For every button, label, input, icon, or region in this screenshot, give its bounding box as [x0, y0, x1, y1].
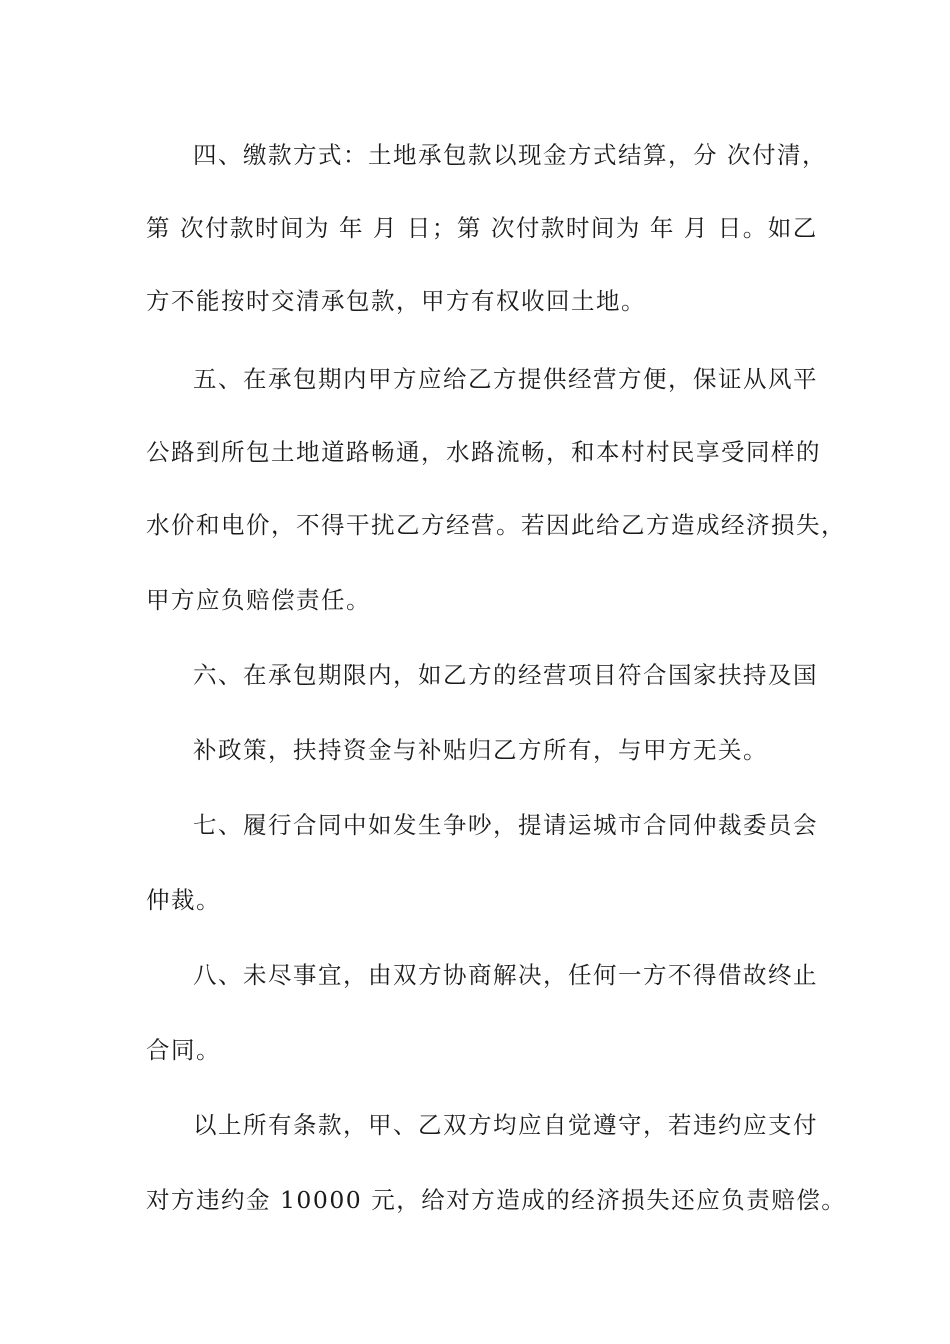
clause-8-line-1: 八、未尽事宜，由双方协商解决，任何一方不得借故终止: [193, 961, 818, 989]
clause-5-line-3: 水价和电价，不得干扰乙方经营。若因此给乙方造成经济损失，: [146, 511, 846, 539]
clause-4-line-1: 四、缴款方式：土地承包款以现金方式结算，分 次付清，: [193, 141, 827, 169]
clause-4-line-3: 方不能按时交清承包款，甲方有权收回土地。: [146, 287, 646, 315]
closing-line-1: 以上所有条款，甲、乙双方均应自觉遵守，若违约应支付: [193, 1111, 818, 1139]
clause-5-line-1: 五、在承包期内甲方应给乙方提供经营方便，保证从风平: [193, 365, 818, 393]
clause-6-line-1: 六、在承包期限内，如乙方的经营项目符合国家扶持及国: [193, 661, 818, 689]
clause-5-line-4: 甲方应负赔偿责任。: [146, 586, 371, 614]
clause-7-line-2: 仲裁。: [146, 886, 221, 914]
clause-6-line-2: 补政策，扶持资金与补贴归乙方所有，与甲方无关。: [193, 736, 768, 764]
clause-4-line-2: 第 次付款时间为 年 月 日；第 次付款时间为 年 月 日。如乙: [146, 214, 818, 242]
clause-5-line-2: 公路到所包土地道路畅通，水路流畅，和本村村民享受同样的: [146, 438, 821, 466]
closing-line-2: 对方违约金 10000 元，给对方造成的经济损失还应负责赔偿。: [146, 1186, 847, 1214]
clause-7-line-1: 七、履行合同中如发生争吵，提请运城市合同仲裁委员会: [193, 811, 818, 839]
clause-8-line-2: 合同。: [146, 1036, 221, 1064]
